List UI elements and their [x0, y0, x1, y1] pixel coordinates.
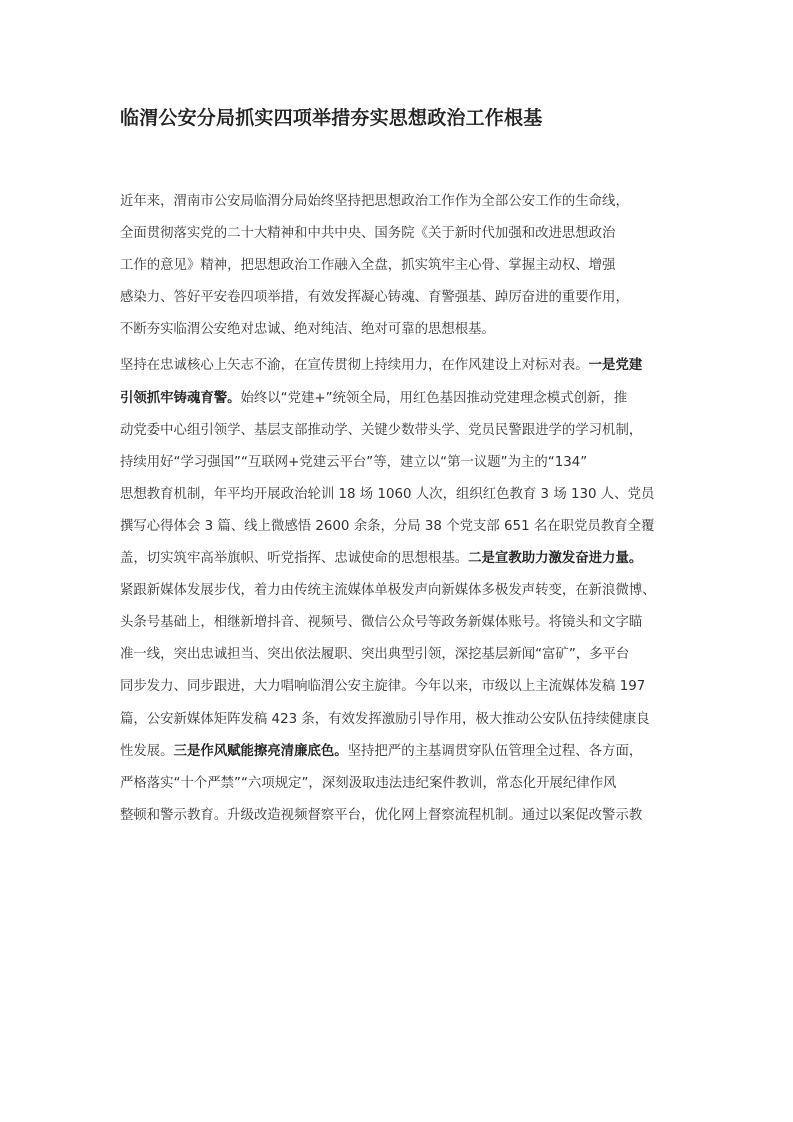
text-run: 工作的意见》精神，把思想政治工作融入全盘，抓实筑牢主心骨、掌握主动权、增强: [120, 258, 616, 274]
text-line: [120, 800, 680, 832]
document-body: [120, 186, 680, 832]
text-line: [120, 704, 680, 736]
text-line: [120, 639, 680, 671]
document-title: 临渭公安分局抓实四项举措夯实思想政治工作根基: [120, 107, 543, 129]
text-line: [120, 768, 680, 800]
text-run: 整顿和警示教育。升级改造视频督察平台，优化网上督察流程机制。通过以案促改警示教: [120, 807, 643, 823]
text-run: 全面贯彻落实党的二十大精神和中共中央、国务院《关于新时代加强和改进思想政治: [120, 226, 616, 242]
text-line: [120, 415, 680, 447]
text-run: 动党委中心组引领学、基层支部推动学、关键少数带头学、党员民警跟进学的学习机制，: [120, 422, 643, 438]
text-line: [120, 543, 680, 575]
text-run: 始终以“党建+”统领全局，用红色基因推动党建理念模式创新，推: [240, 390, 628, 406]
text-line: [120, 575, 680, 607]
body-paragraph: [120, 186, 680, 346]
text-line: [120, 186, 680, 218]
text-run: 思想教育机制，年平均开展政治轮训 18 场 1060 人次，组织红色教育 3 场 130 人、党员: [120, 486, 655, 502]
text-line: [120, 350, 680, 382]
text-line: [120, 479, 680, 511]
text-line: [120, 218, 680, 250]
text-line: [120, 314, 680, 346]
text-line: [120, 447, 680, 479]
text-run: 盖，切实筑牢高举旗帜、听党指挥、忠诚使命的思想根基。: [120, 551, 469, 567]
text-run: 篇，公安新媒体矩阵发稿 423 条，有效发挥激励引导作用，极大推动公安队伍持续健康良: [120, 711, 650, 727]
text-run: 头条号基础上，相继新增抖音、视频号、微信公众号等政务新媒体账号。将镜头和文字瞄: [120, 615, 643, 631]
emphasis-heading: 二是宣教助力激发奋进力量。: [468, 551, 643, 567]
text-line: [120, 736, 680, 768]
text-run: 撰写心得体会 3 篇、线上微感悟 2600 余条，分局 38 个党支部 651 名在职党员教育全覆: [120, 518, 655, 534]
text-run: 坚持在忠诚核心上矢志不渝，在宣传贯彻上持续用力，在作风建设上对标对表。: [120, 358, 589, 374]
text-run: 感染力、答好平安卷四项举措，有效发挥凝心铸魂、育警强基、踔厉奋进的重要作用，: [120, 290, 629, 306]
emphasis-heading: 一是党建: [588, 358, 643, 374]
text-run: 不断夯实临渭公安绝对忠诚、绝对纯洁、绝对可靠的思想根基。: [120, 322, 495, 338]
body-paragraph: [120, 350, 680, 831]
emphasis-heading: 三是作风赋能擦亮清廉底色。: [173, 743, 348, 759]
text-line: [120, 511, 680, 543]
text-run: 持续用好“学习强国”“互联网+党建云平台”等，建立以“第一议题”为主的“134”: [120, 454, 588, 470]
text-line: [120, 607, 680, 639]
text-run: 同步发力、同步跟进，大力唱响临渭公安主旋律。今年以来，市级以上主流媒体发稿 197: [120, 679, 646, 695]
text-run: 严格落实“十个严禁”“六项规定”，深刻汲取违法违纪案件教训，常态化开展纪律作风: [120, 775, 617, 791]
text-run: 近年来，渭南市公安局临渭分局始终坚持把思想政治工作作为全部公安工作的生命线，: [120, 194, 629, 209]
text-line: [120, 282, 680, 314]
text-run: 坚持把严的主基调贯穿队伍管理全过程、各方面，: [347, 743, 643, 759]
text-line: [120, 671, 680, 703]
text-run: 紧跟新媒体发展步伐，着力由传统主流媒体单极发声向新媒体多极发声转变，在新浪微博、: [120, 583, 656, 599]
text-line: [120, 250, 680, 282]
emphasis-heading: 引领抓牢铸魂育警。: [120, 390, 241, 406]
text-run: 准一线，突出忠诚担当、突出依法履职、突出典型引领，深挖基层新闻“富矿”，多平台: [120, 647, 630, 663]
text-line: [120, 383, 680, 415]
text-run: 性发展。: [120, 743, 174, 759]
